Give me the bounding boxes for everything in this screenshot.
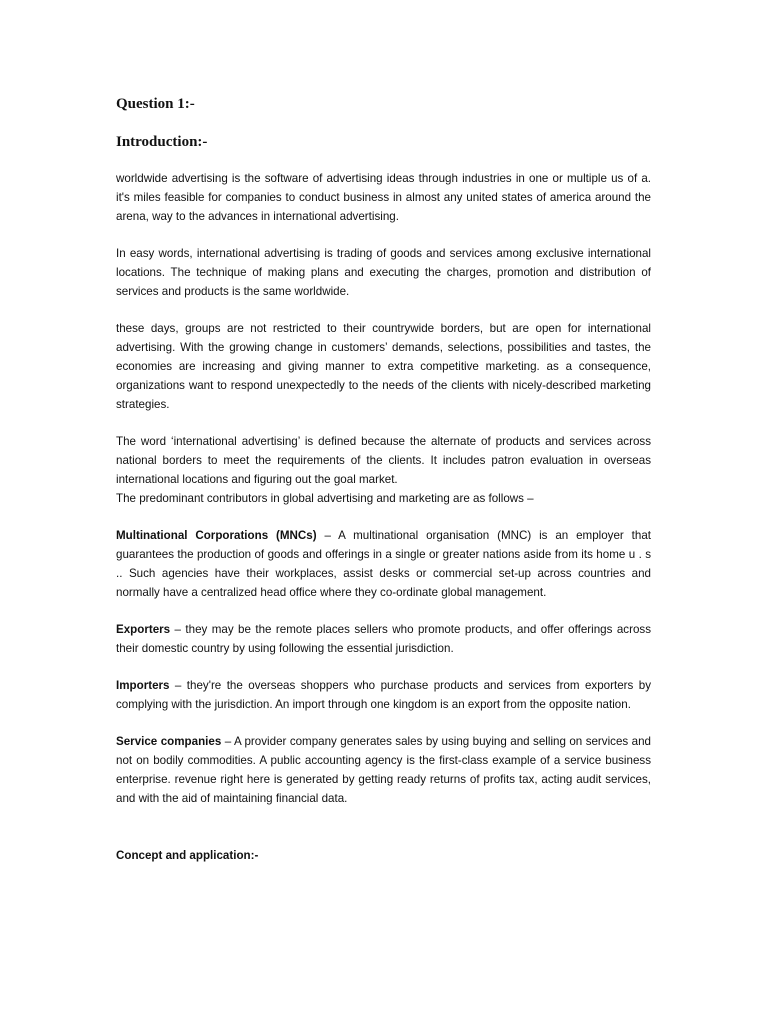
- intro-paragraph-4: The word ‘international advertising’ is defined because the alternate of products and services across national borders to meet the requirements of the clients. It includes patron evaluation in overseas international locations and figuring out the goal market.: [116, 435, 651, 486]
- intro-paragraph-3: these days, groups are not restricted to their countrywide borders, but are open for international advertising. With the growing change in customers’ demands, selections, possibilities and tastes, the economies are increasing and giving manner to extra competitive marketing. as a consequence, organizations want to respond unexpectedly to the needs of the clients with nicely-described marketing strategies.: [116, 322, 651, 411]
- contributor-term: Exporters: [116, 623, 171, 636]
- contributor-description: – A multinational organisation (MNC) is an employer that guarantees the production of goods and offerings in a single or greater nations aside from its home u . s .. Such agencies have their workplaces, assist desks or commercial set-up across countries and normally have a centralized head office where they co-ordinate global management.: [116, 529, 651, 599]
- contributor-term: Service companies: [116, 735, 222, 748]
- concept-heading: Concept and application:-: [116, 849, 259, 862]
- document-body: [116, 93, 651, 865]
- introduction-heading: Introduction:-: [116, 134, 208, 150]
- contributor-description: – they may be the remote places sellers who promote products, and offer offerings across their domestic country by using following the essential jurisdiction.: [116, 623, 651, 655]
- contributor-mncs: [116, 526, 651, 602]
- contributors-lead: The predominant contributors in global advertising and marketing are as follows –: [116, 492, 534, 505]
- intro-paragraph-2: In easy words, international advertising is trading of goods and services among exclusive international locations. The technique of making plans and executing the charges, promotion and distribution of services and products is the same worldwide.: [116, 247, 651, 298]
- contributor-term: Importers: [116, 679, 170, 692]
- intro-paragraph-1: worldwide advertising is the software of advertising ideas through industries in one or multiple us of a. it's miles feasible for companies to conduct business in almost any united states of america around the arena, way to the advances in international advertising.: [116, 172, 651, 223]
- contributor-description: – they're the overseas shoppers who purchase products and services from exporters by complying with the jurisdiction. An import through one kingdom is an export from the opposite nation.: [116, 679, 651, 711]
- contributor-service-companies: [116, 732, 651, 808]
- contributor-importers: [116, 676, 651, 714]
- contributor-term: Multinational Corporations (MNCs): [116, 529, 317, 542]
- contributor-exporters: [116, 620, 651, 658]
- question-heading: Question 1:-: [116, 96, 195, 112]
- contributor-description: – A provider company generates sales by using buying and selling on services and not on bodily commodities. A public accounting agency is the first-class example of a service business enterprise. revenue right here is generated by getting ready returns of profits tax, acting audit services, and with the aid of maintaining financial data.: [116, 735, 651, 805]
